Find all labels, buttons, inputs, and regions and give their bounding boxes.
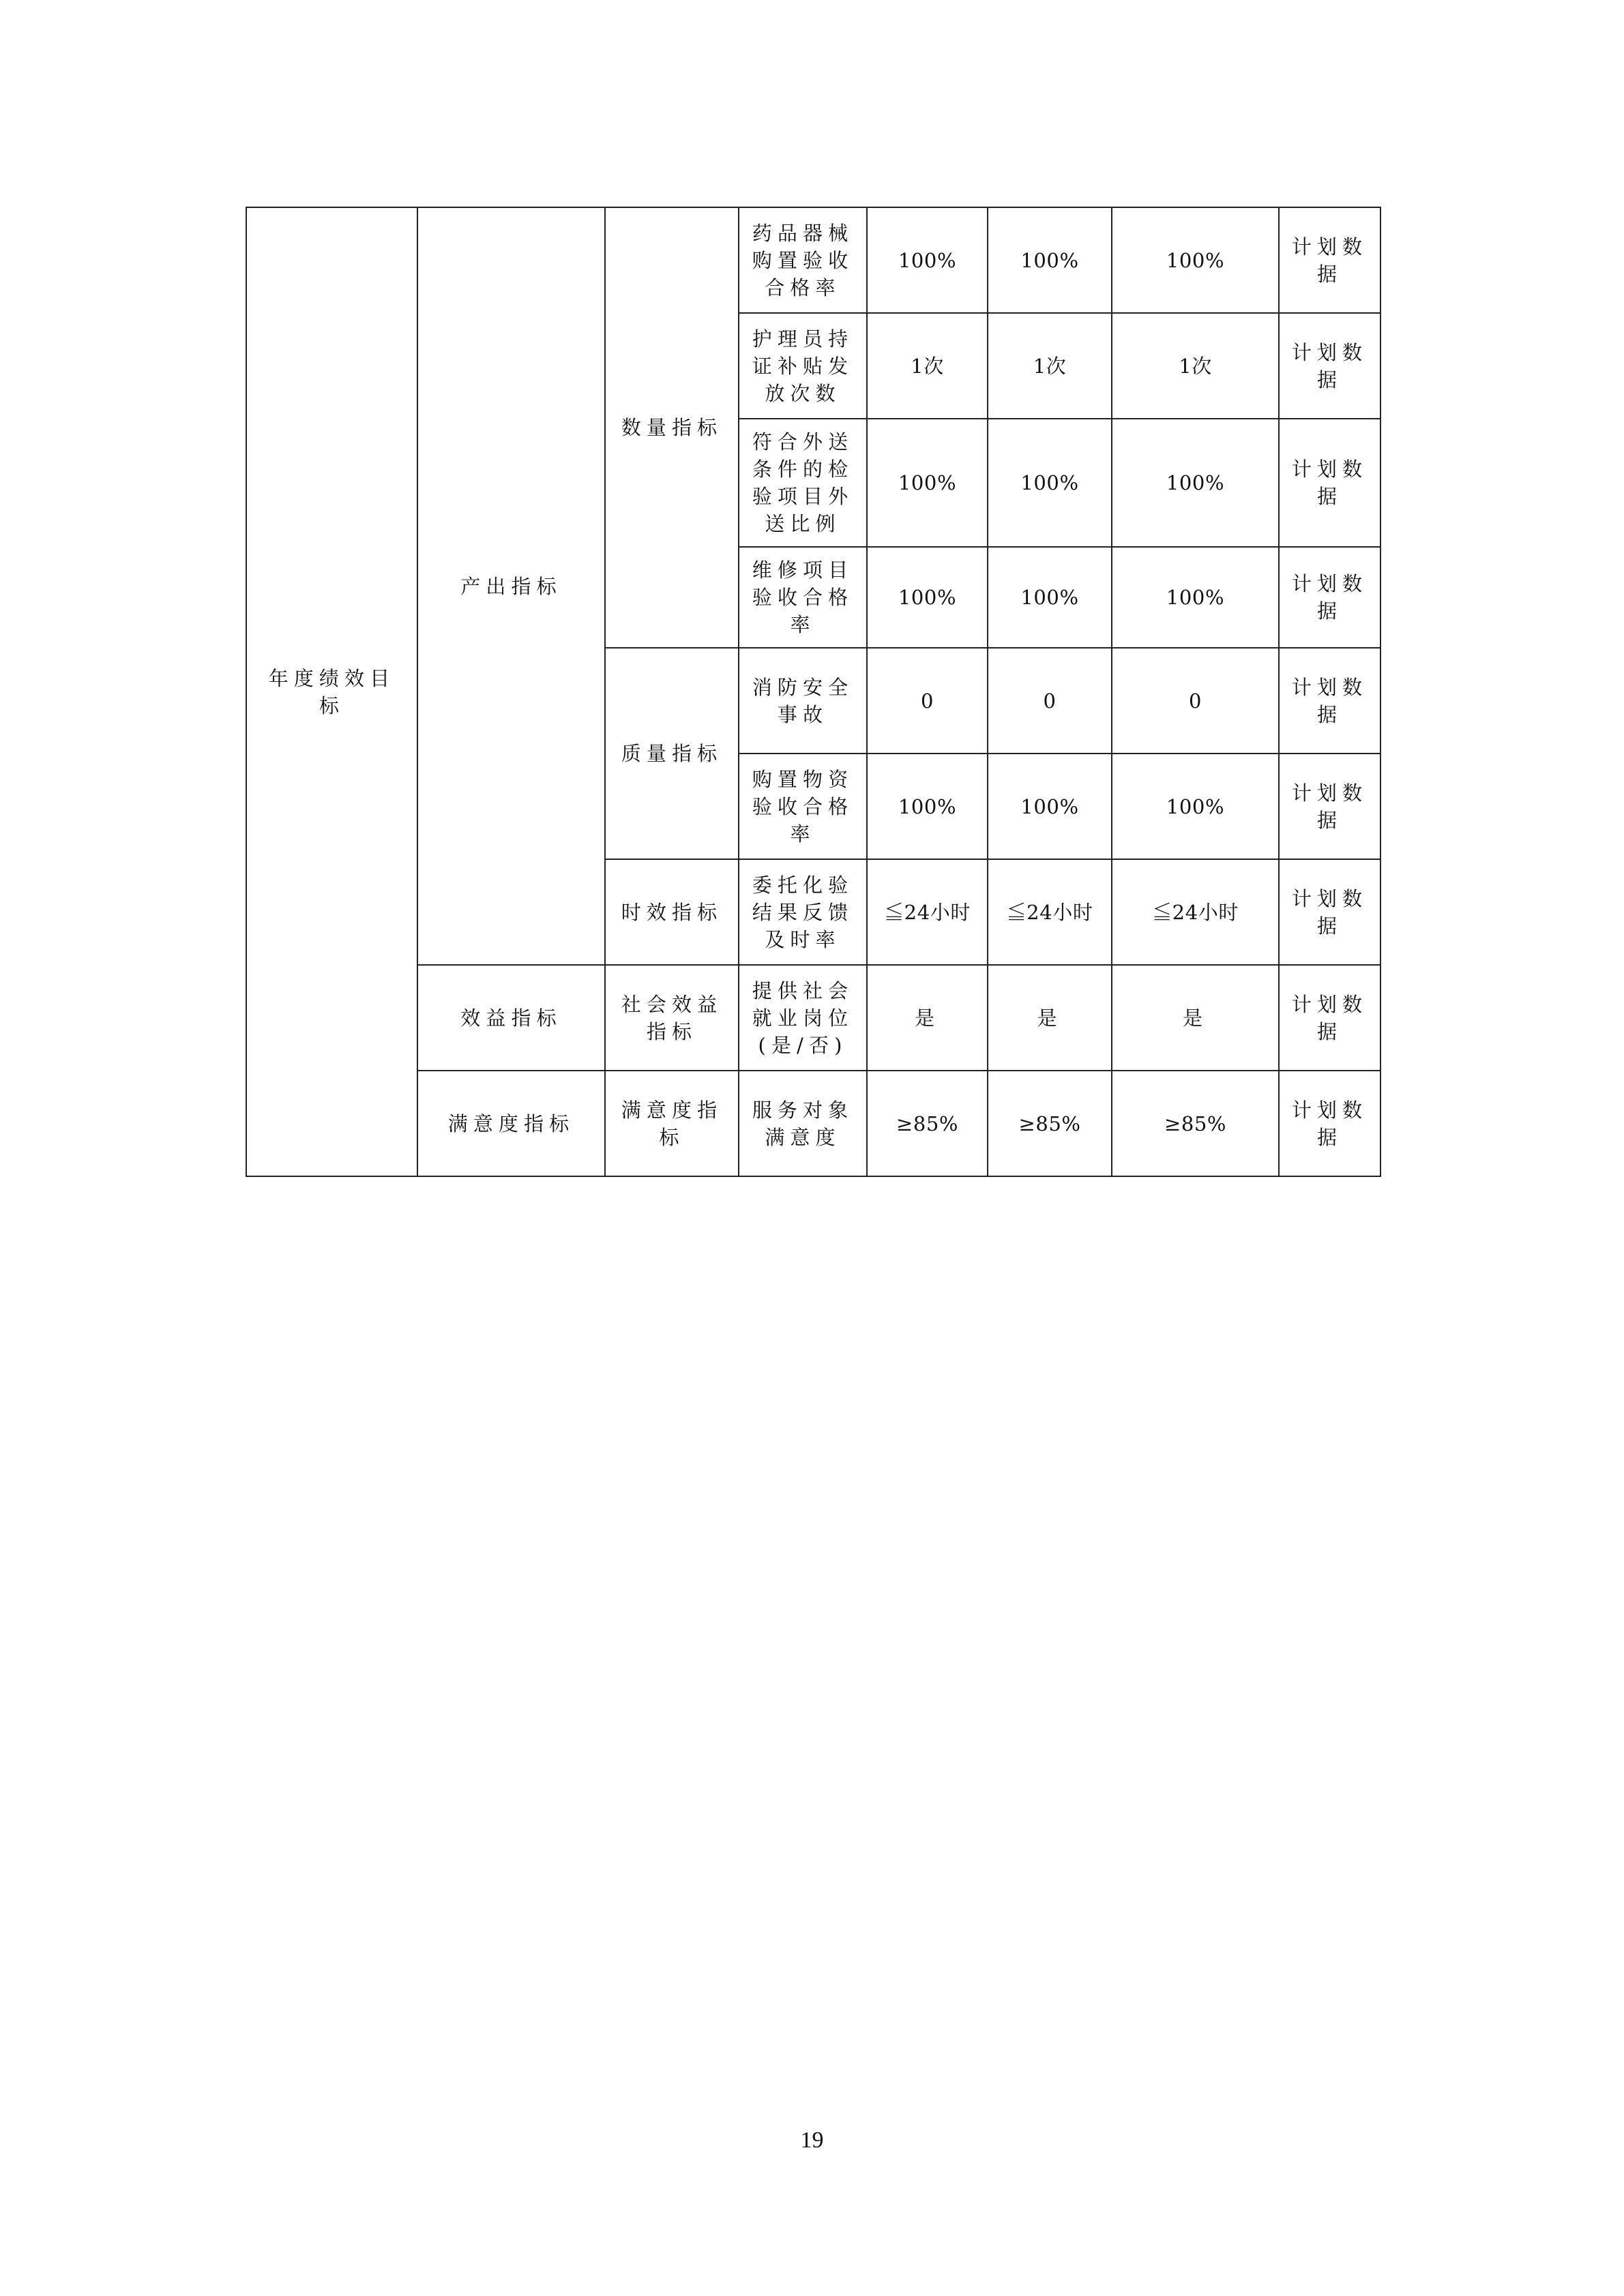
source-cell: 计划数据 [1279, 207, 1381, 313]
source-cell: 计划数据 [1279, 754, 1381, 859]
value-cell: ≦24小时 [1112, 859, 1279, 965]
value-cell: 1次 [867, 313, 988, 419]
source-cell: 计划数据 [1279, 859, 1381, 965]
level3-timeliness: 时效指标 [605, 859, 739, 965]
value-cell: 100% [867, 754, 988, 859]
level2-satisfaction: 满意度指标 [417, 1071, 605, 1176]
value-cell: 100% [1112, 547, 1279, 648]
value-cell: 100% [867, 419, 988, 547]
value-cell: ≥85% [988, 1071, 1112, 1176]
level2-output: 产出指标 [417, 207, 605, 965]
source-cell: 计划数据 [1279, 419, 1381, 547]
value-cell: ≥85% [867, 1071, 988, 1176]
value-cell: 是 [1112, 965, 1279, 1071]
source-cell: 计划数据 [1279, 648, 1381, 754]
level3-quantity: 数量指标 [605, 207, 739, 648]
value-cell: 100% [988, 754, 1112, 859]
value-cell: 0 [988, 648, 1112, 754]
value-cell: ≦24小时 [867, 859, 988, 965]
value-cell: 是 [867, 965, 988, 1071]
value-cell: 100% [1112, 754, 1279, 859]
source-cell: 计划数据 [1279, 1071, 1381, 1176]
performance-table [246, 207, 1381, 1177]
value-cell: 100% [988, 547, 1112, 648]
value-cell: 100% [867, 207, 988, 313]
level3-quality: 质量指标 [605, 648, 739, 859]
indicator-name: 购置物资验收合格率 [739, 754, 867, 859]
indicator-name: 委托化验结果反馈及时率 [739, 859, 867, 965]
level3-satisfaction: 满意度指标 [605, 1071, 739, 1176]
value-cell: ≥85% [1112, 1071, 1279, 1176]
value-cell: 0 [1112, 648, 1279, 754]
level3-social-benefit: 社会效益指标 [605, 965, 739, 1071]
indicator-name: 消防安全事故 [739, 648, 867, 754]
value-cell: 100% [1112, 207, 1279, 313]
page-number: 19 [800, 2128, 824, 2153]
level1-cell: 年度绩效目标 [246, 207, 417, 1176]
value-cell: ≦24小时 [988, 859, 1112, 965]
value-cell: 100% [1112, 419, 1279, 547]
indicator-name: 药品器械购置验收合格率 [739, 207, 867, 313]
value-cell: 100% [988, 207, 1112, 313]
value-cell: 100% [867, 547, 988, 648]
indicator-name: 符合外送条件的检验项目外送比例 [739, 419, 867, 547]
level2-benefit: 效益指标 [417, 965, 605, 1071]
value-cell: 是 [988, 965, 1112, 1071]
indicator-name: 提供社会就业岗位(是/否) [739, 965, 867, 1071]
value-cell: 1次 [1112, 313, 1279, 419]
indicator-name: 维修项目验收合格率 [739, 547, 867, 648]
source-cell: 计划数据 [1279, 965, 1381, 1071]
indicator-name: 护理员持证补贴发放次数 [739, 313, 867, 419]
value-cell: 100% [988, 419, 1112, 547]
source-cell: 计划数据 [1279, 313, 1381, 419]
value-cell: 1次 [988, 313, 1112, 419]
source-cell: 计划数据 [1279, 547, 1381, 648]
value-cell: 0 [867, 648, 988, 754]
indicator-name: 服务对象满意度 [739, 1071, 867, 1176]
